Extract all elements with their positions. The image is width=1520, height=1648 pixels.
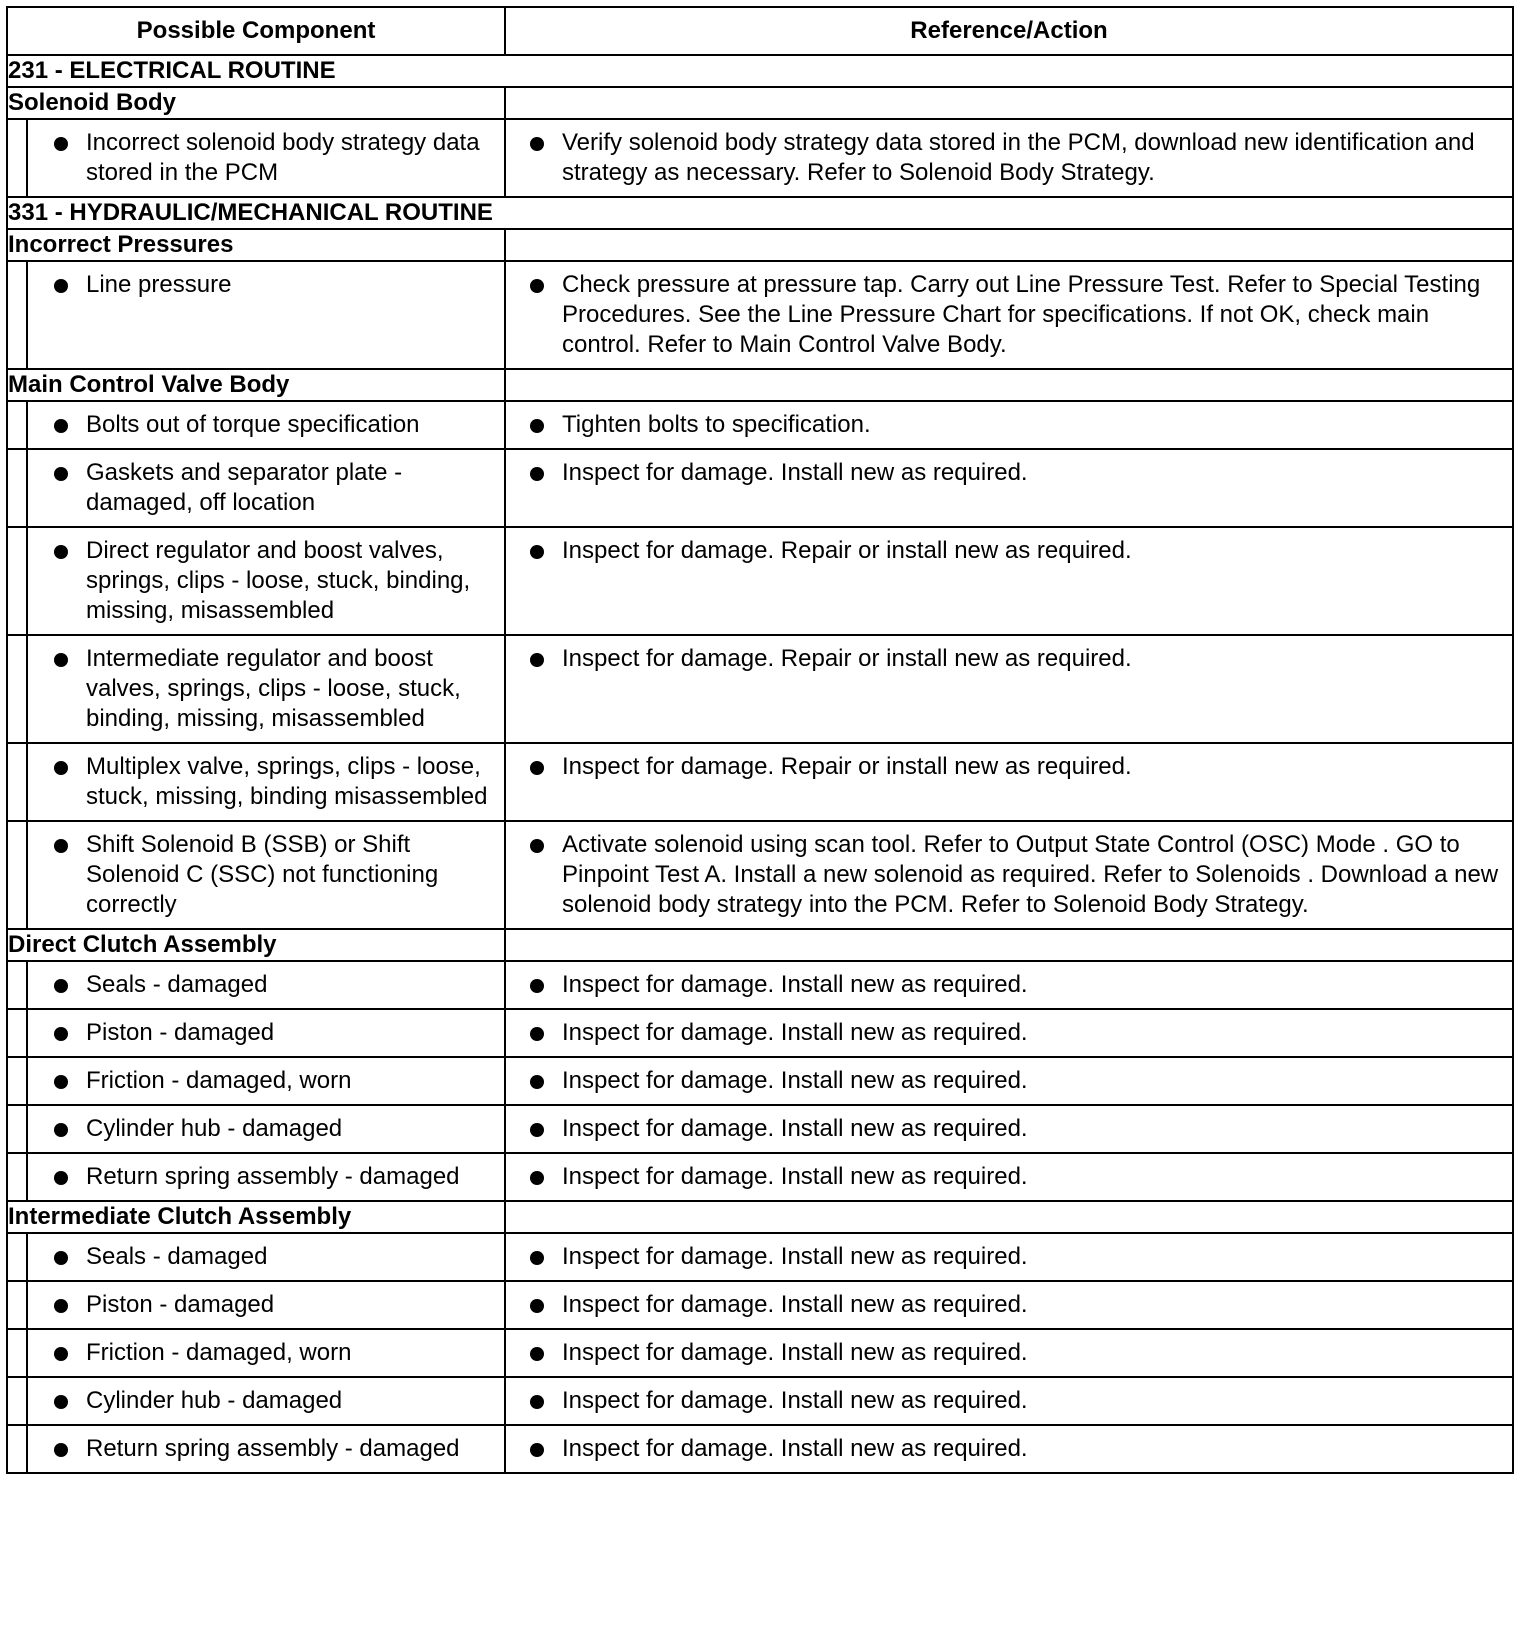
component-cell [27, 821, 505, 929]
action-bullet-item [506, 1058, 1512, 1104]
action-cell [505, 1377, 1513, 1425]
bullet-icon [54, 1251, 68, 1265]
component-cell [27, 1153, 505, 1201]
action-bullet-item [506, 1234, 1512, 1280]
component-text: Cylinder hub - damaged [86, 1387, 343, 1414]
group-row [7, 1201, 1513, 1233]
action-cell [505, 261, 1513, 369]
table-row [7, 1057, 1513, 1105]
action-bullet-item [506, 450, 1512, 496]
group-action-empty [505, 369, 1513, 401]
indent-cell [7, 743, 27, 821]
component-cell [27, 527, 505, 635]
action-text: Inspect for damage. Install new as required. [562, 1019, 1028, 1046]
group-title: Incorrect Pressures [7, 229, 505, 261]
action-text: Check pressure at pressure tap. Carry out Line Pressure Test. Refer to Special Testing Procedures. See the Line Pressure Chart for specifications. If not OK, check main control. Refer to Main Control Valve Body. [562, 271, 1481, 358]
component-text: Multiplex valve, springs, clips - loose, stuck, missing, binding misassembled [86, 753, 488, 810]
action-bullet-item [506, 1010, 1512, 1056]
action-text: Inspect for damage. Install new as required. [562, 1435, 1028, 1462]
action-bullet-item [506, 1106, 1512, 1152]
action-cell [505, 449, 1513, 527]
indent-cell [7, 401, 27, 449]
group-row [7, 87, 1513, 119]
action-text: Inspect for damage. Install new as required. [562, 1387, 1028, 1414]
action-text: Inspect for damage. Install new as required. [562, 1067, 1028, 1094]
action-bullet-item [506, 1154, 1512, 1200]
action-cell [505, 1057, 1513, 1105]
component-cell [27, 1009, 505, 1057]
diagnosis-table [6, 6, 1514, 1474]
bullet-icon [54, 545, 68, 559]
component-cell [27, 261, 505, 369]
action-bullet-item [506, 744, 1512, 790]
bullet-icon [530, 1171, 544, 1185]
action-cell [505, 1281, 1513, 1329]
bullet-icon [530, 545, 544, 559]
action-bullet-item [506, 1330, 1512, 1376]
bullet-icon [54, 1027, 68, 1041]
group-row [7, 369, 1513, 401]
indent-cell [7, 119, 27, 197]
table-row [7, 527, 1513, 635]
table-row [7, 1377, 1513, 1425]
bullet-icon [54, 467, 68, 481]
header-possible-component: Possible Component [7, 7, 505, 55]
group-title: Main Control Valve Body [7, 369, 505, 401]
bullet-icon [530, 1347, 544, 1361]
component-bullet-item [28, 1058, 504, 1104]
action-cell [505, 1105, 1513, 1153]
indent-cell [7, 1233, 27, 1281]
action-cell [505, 119, 1513, 197]
component-bullet-item [28, 1378, 504, 1424]
action-bullet-item [506, 528, 1512, 574]
indent-cell [7, 1281, 27, 1329]
component-bullet-item [28, 962, 504, 1008]
group-title: Direct Clutch Assembly [7, 929, 505, 961]
group-action-empty [505, 229, 1513, 261]
component-text: Return spring assembly - damaged [86, 1435, 460, 1462]
action-text: Inspect for damage. Repair or install new as required. [562, 645, 1132, 672]
bullet-icon [54, 1299, 68, 1313]
bullet-icon [54, 839, 68, 853]
action-cell [505, 961, 1513, 1009]
component-cell [27, 119, 505, 197]
component-bullet-item [28, 1234, 504, 1280]
indent-cell [7, 1425, 27, 1473]
bullet-icon [54, 761, 68, 775]
action-text: Inspect for damage. Install new as required. [562, 971, 1028, 998]
component-bullet-item [28, 1154, 504, 1200]
action-text: Activate solenoid using scan tool. Refer to Output State Control (OSC) Mode . GO to Pinpoint Test A. Install a new solenoid as required. Refer to Solenoids . Download a new solenoid body strategy into the PCM. Refer to Solenoid Body Strategy. [562, 831, 1499, 918]
component-cell [27, 1425, 505, 1473]
action-cell [505, 1153, 1513, 1201]
bullet-icon [530, 1075, 544, 1089]
component-cell [27, 1329, 505, 1377]
indent-cell [7, 821, 27, 929]
bullet-icon [530, 761, 544, 775]
group-action-empty [505, 1201, 1513, 1233]
bullet-icon [54, 1171, 68, 1185]
action-bullet-item [506, 1378, 1512, 1424]
table-row [7, 1009, 1513, 1057]
action-cell [505, 401, 1513, 449]
bullet-icon [530, 1123, 544, 1137]
component-bullet-item [28, 262, 504, 308]
bullet-icon [530, 1027, 544, 1041]
component-text: Gaskets and separator plate - damaged, off location [86, 459, 403, 516]
action-cell [505, 635, 1513, 743]
group-action-empty [505, 929, 1513, 961]
component-cell [27, 1281, 505, 1329]
bullet-icon [54, 1075, 68, 1089]
table-row [7, 1425, 1513, 1473]
bullet-icon [54, 1347, 68, 1361]
bullet-icon [54, 419, 68, 433]
bullet-icon [530, 1299, 544, 1313]
component-text: Friction - damaged, worn [86, 1067, 352, 1094]
section-title: 231 - ELECTRICAL ROUTINE [7, 55, 1513, 87]
component-cell [27, 1105, 505, 1153]
action-bullet-item [506, 1426, 1512, 1472]
action-text: Tighten bolts to specification. [562, 411, 871, 438]
component-bullet-item [28, 402, 504, 448]
section-title: 331 - HYDRAULIC/MECHANICAL ROUTINE [7, 197, 1513, 229]
bullet-icon [54, 279, 68, 293]
component-cell [27, 449, 505, 527]
component-text: Seals - damaged [86, 1243, 268, 1270]
indent-cell [7, 261, 27, 369]
bullet-icon [530, 419, 544, 433]
action-text: Inspect for damage. Install new as required. [562, 1339, 1028, 1366]
table-row [7, 1153, 1513, 1201]
group-title: Intermediate Clutch Assembly [7, 1201, 505, 1233]
indent-cell [7, 1153, 27, 1201]
action-bullet-item [506, 636, 1512, 682]
section-row [7, 55, 1513, 87]
bullet-icon [54, 1123, 68, 1137]
indent-cell [7, 449, 27, 527]
component-text: Return spring assembly - damaged [86, 1163, 460, 1190]
component-cell [27, 1377, 505, 1425]
component-text: Piston - damaged [86, 1019, 275, 1046]
component-bullet-item [28, 450, 504, 526]
action-text: Inspect for damage. Install new as required. [562, 1115, 1028, 1142]
bullet-icon [54, 1443, 68, 1457]
header-row [7, 7, 1513, 55]
table-row [7, 821, 1513, 929]
group-action-empty [505, 87, 1513, 119]
component-text: Intermediate regulator and boost valves, springs, clips - loose, stuck, binding, missing, misassembled [86, 645, 461, 732]
group-row [7, 229, 1513, 261]
action-cell [505, 1009, 1513, 1057]
group-row [7, 929, 1513, 961]
bullet-icon [530, 839, 544, 853]
action-cell [505, 821, 1513, 929]
section-row [7, 197, 1513, 229]
indent-cell [7, 1057, 27, 1105]
component-bullet-item [28, 1330, 504, 1376]
bullet-icon [530, 467, 544, 481]
action-text: Inspect for damage. Install new as required. [562, 1291, 1028, 1318]
component-cell [27, 1057, 505, 1105]
action-cell [505, 1425, 1513, 1473]
action-cell [505, 527, 1513, 635]
table-row [7, 261, 1513, 369]
component-text: Shift Solenoid B (SSB) or Shift Solenoid C (SSC) not functioning correctly [86, 831, 439, 918]
table-row [7, 119, 1513, 197]
component-text: Bolts out of torque specification [86, 411, 420, 438]
action-bullet-item [506, 1282, 1512, 1328]
bullet-icon [530, 1251, 544, 1265]
action-bullet-item [506, 120, 1512, 196]
action-cell [505, 1329, 1513, 1377]
component-cell [27, 961, 505, 1009]
bullet-icon [530, 279, 544, 293]
bullet-icon [530, 979, 544, 993]
action-text: Inspect for damage. Install new as required. [562, 459, 1028, 486]
component-cell [27, 635, 505, 743]
indent-cell [7, 635, 27, 743]
indent-cell [7, 1329, 27, 1377]
component-bullet-item [28, 1426, 504, 1472]
indent-cell [7, 1105, 27, 1153]
action-text: Verify solenoid body strategy data stored in the PCM, download new identification and strategy as necessary. Refer to Solenoid Body Strategy. [562, 129, 1475, 186]
indent-cell [7, 1009, 27, 1057]
table-row [7, 743, 1513, 821]
component-cell [27, 401, 505, 449]
component-bullet-item [28, 1106, 504, 1152]
action-text: Inspect for damage. Install new as required. [562, 1163, 1028, 1190]
action-bullet-item [506, 402, 1512, 448]
component-text: Seals - damaged [86, 971, 268, 998]
component-bullet-item [28, 744, 504, 820]
table-row [7, 449, 1513, 527]
table-row [7, 961, 1513, 1009]
action-cell [505, 1233, 1513, 1281]
table-row [7, 1105, 1513, 1153]
table-row [7, 635, 1513, 743]
table-row [7, 1329, 1513, 1377]
component-text: Direct regulator and boost valves, springs, clips - loose, stuck, binding, missing, misassembled [86, 537, 471, 624]
bullet-icon [530, 137, 544, 151]
header-reference-action: Reference/Action [505, 7, 1513, 55]
component-text: Incorrect solenoid body strategy data stored in the PCM [86, 129, 480, 186]
action-cell [505, 743, 1513, 821]
bullet-icon [54, 653, 68, 667]
action-bullet-item [506, 262, 1512, 368]
component-bullet-item [28, 120, 504, 196]
bullet-icon [530, 1395, 544, 1409]
component-cell [27, 1233, 505, 1281]
table-row [7, 401, 1513, 449]
bullet-icon [530, 653, 544, 667]
bullet-icon [54, 1395, 68, 1409]
component-bullet-item [28, 636, 504, 742]
component-text: Friction - damaged, worn [86, 1339, 352, 1366]
component-text: Cylinder hub - damaged [86, 1115, 343, 1142]
component-bullet-item [28, 528, 504, 634]
component-bullet-item [28, 1282, 504, 1328]
component-bullet-item [28, 822, 504, 928]
action-text: Inspect for damage. Install new as required. [562, 1243, 1028, 1270]
table-row [7, 1233, 1513, 1281]
action-bullet-item [506, 962, 1512, 1008]
indent-cell [7, 961, 27, 1009]
indent-cell [7, 527, 27, 635]
action-bullet-item [506, 822, 1512, 928]
group-title: Solenoid Body [7, 87, 505, 119]
action-text: Inspect for damage. Repair or install new as required. [562, 537, 1132, 564]
component-text: Piston - damaged [86, 1291, 275, 1318]
indent-cell [7, 1377, 27, 1425]
component-cell [27, 743, 505, 821]
bullet-icon [54, 137, 68, 151]
table-row [7, 1281, 1513, 1329]
bullet-icon [54, 979, 68, 993]
action-text: Inspect for damage. Repair or install new as required. [562, 753, 1132, 780]
bullet-icon [530, 1443, 544, 1457]
component-text: Line pressure [86, 271, 232, 298]
component-bullet-item [28, 1010, 504, 1056]
